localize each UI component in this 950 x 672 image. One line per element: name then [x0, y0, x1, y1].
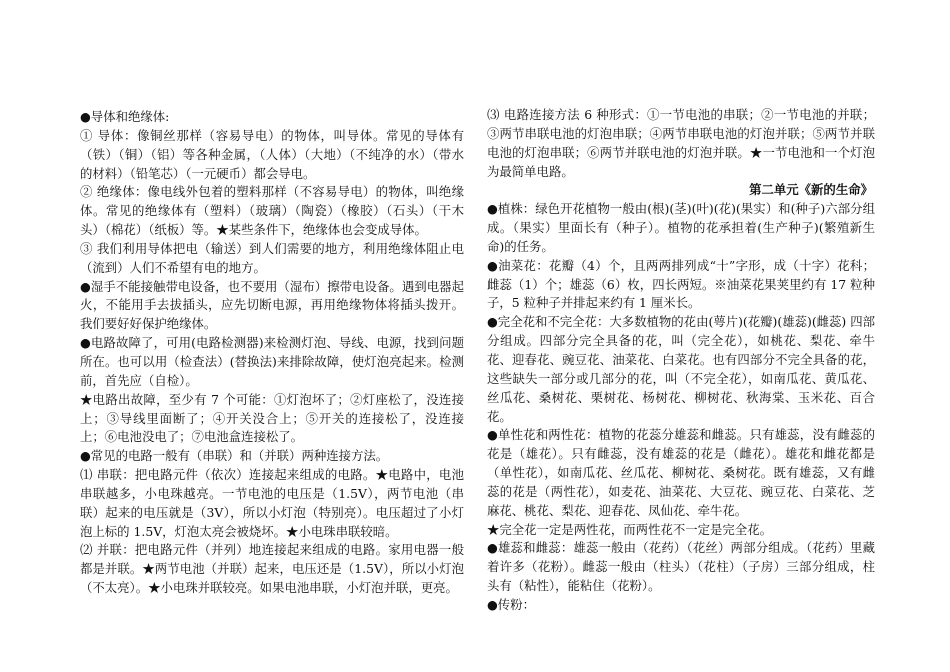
- paragraph-insulators: ② 绝缘体：像电线外包着的塑料那样（不容易导电）的物体，叫绝缘体。常见的绝缘体有（塑料）（玻璃）（陶瓷）（橡胶）（石头）（干木头）（棉花）（纸板）等。★某些条件下，绝缘体也会变成导体。: [80, 184, 464, 238]
- left-column: [80, 108, 464, 598]
- paragraph-circuit-fault: ●电路故障了，可用(电路检测器)来检测灯泡、导线、电源，找到问题所在。也可以用（检查法）(替换法)来排除故障，使灯泡亮起来。检测前，首先应（自检）。: [80, 335, 464, 388]
- paragraph-complete-flowers: ●完全花和不完全花：大多数植物的花由(萼片)(花瓣)(雄蕊)(雌蕊) 四部分组成。四部分完全具备的花，叫（完全花），如桃花、梨花、牵牛花、迎春花、豌豆花、油菜花、白菜花。也有四部分不完全具备的花，这些缺失一部分或几部分的花，叫（不完全花），如南瓜花、黄瓜花、丝瓜花、桑树花、栗树花、杨树花、柳树花、秋海棠、玉米花、百合花。: [487, 314, 875, 424]
- paragraph-conductors: ① 导体：像铜丝那样（容易导电）的物体，叫导体。常见的导体有（铁）（铜）（铝）等各种金属，（人体）（大地）（不纯净的水）（带水的材料）（铅笔芯）（一元硬币）都会导电。: [80, 127, 464, 181]
- paragraph-safety: ●湿手不能接触带电设备，也不要用（湿布）擦带电设备。遇到电器起火，不能用手去拔插头，应先切断电源，再用绝缘物体将插头拨开。我们要好好保护绝缘体。: [80, 278, 464, 332]
- unit-heading: 第二单元《新的生命》: [749, 182, 873, 198]
- paragraph-fault-causes: ★电路出故障，至少有 7 个可能：①灯泡坏了；②灯座松了，没连接上；③导线里面断了；④开关没合上；⑤开关的连接松了，没连接上；⑥电池没电了；⑦电池盒连接松了。: [80, 391, 464, 445]
- paragraph-connection-forms: ⑶ 电路连接方法 6 种形式：①一节电池的串联；②一节电池的并联；③两节串联电池的灯泡串联；④两节串联电池的灯泡并联；⑤两节并联电池的灯泡串联；⑥两节并联电池的灯泡并联。★一节电池和一个灯泡为最简单电路。: [487, 107, 875, 179]
- paragraph-circuit-types: ●常见的电路一般有（串联）和（并联）两种连接方法。: [80, 448, 389, 464]
- paragraph-parallel: ⑵ 并联：把电路元件（并列）地连接起来组成的电路。家用电器一般都是并联。★两节电池（并联）起来，电压还是（1.5V），所以小灯泡（不太亮）。★小电珠并联较亮。如果电池串联，小灯泡并联，更亮。: [80, 542, 464, 596]
- paragraph-conductors-insulators-title: ●导体和绝缘体:: [80, 109, 170, 124]
- paragraph-series: ⑴ 串联：把电路元件（依次）连接起来组成的电路。★电路中，电池串联越多，小电珠越亮。一节电池的电压是（1.5V），两节电池（串联）起来的电压就是（3V），所以小灯泡（特别亮）。电压超过了小灯泡上标的 1.5V，灯泡太亮会被烧坏。★小电珠串联较暗。: [80, 467, 464, 539]
- paragraph-rapeseed-flower: ●油菜花：花瓣（4）个，且两两排列成“十”字形，成（十字）花科；雌蕊（1）个；雄蕊（6）枚，四长两短。※油菜花果荚里约有 17 粒种子，5 粒种子并排起来约有 1 厘米长。: [487, 257, 875, 311]
- paragraph-unisexual-flowers: ●单性花和两性花：植物的花蕊分雄蕊和雌蕊。只有雄蕊，没有雌蕊的花是（雄花）。只有雌蕊，没有雄蕊的花是（雌花）。雄花和雌花都是（单性花），如南瓜花、丝瓜花、柳树花、桑树花。既有雄蕊，又有雌蕊的花是（两性花），如麦花、油菜花、大豆花、豌豆花、白菜花、芝麻花、桃花、梨花、迎春花、凤仙花、牵牛花。: [487, 427, 875, 518]
- paragraph-pollination: ●传粉：: [487, 596, 535, 612]
- paragraph-usage: ③ 我们利用导体把电（输送）到人们需要的地方，利用绝缘体阻止电（流到）人们不希望有电的地方。: [80, 240, 464, 275]
- paragraph-stamen-pistil: ●雄蕊和雌蕊：雄蕊一般由（花药）（花丝）两部分组成。（花药）里藏着许多（花粉）。雌蕊一般由（柱头）（花柱）（子房）三部分组成，柱头有（粘性），能粘住（花粉）。: [487, 540, 875, 594]
- paragraph-plant: ●植株：绿色开花植物一般由(根)(茎)(叶)(花)(果实）和(种子)六部分组成。（果实）里面长有（种子）。植物的花承担着(生产种子)(繁殖新生命)的任务。: [487, 201, 875, 254]
- paragraph-note: ★完全花一定是两性花，而两性花不一定是完全花。: [487, 521, 772, 537]
- right-column: [487, 106, 875, 615]
